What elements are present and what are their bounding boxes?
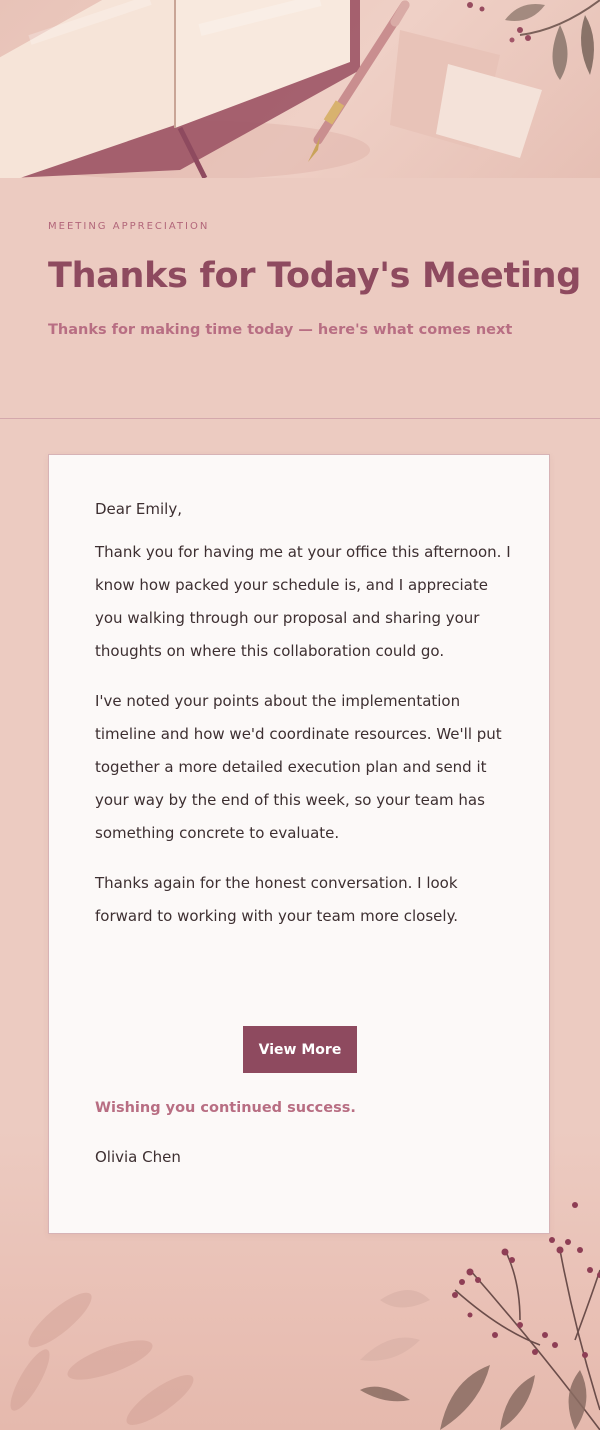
header-divider [0,418,600,419]
letter-paragraph-1: Thank you for having me at your office this afternoon. I know how packed your schedule is, and I appreciate you walking through our proposal and sharing your thoughts on where this collaboration could go. [95,543,511,660]
letter-body [95,493,515,950]
signature-name: Olivia Chen [95,1148,181,1166]
letter-greeting: Dear Emily, [95,500,182,518]
letter-paragraph-2: I've noted your points about the implementation timeline and how we'd coordinate resources. We'll put together a more detailed execution plan and send it your way by the end of this week, so your team has something concrete to evaluate. [95,692,502,842]
eyebrow-label: MEETING APPRECIATION [48,221,210,232]
notebook-flatlay-illustration [0,0,600,178]
letter-paragraph-3: Thanks again for the honest conversation. I look forward to working with your team more closely. [95,874,459,925]
view-more-button[interactable]: View More [243,1026,357,1073]
hero-image [0,0,600,178]
page-subtitle: Thanks for making time today — here's what comes next [48,322,513,338]
closing-line: Wishing you continued success. [95,1100,356,1116]
letter-card [48,454,550,1234]
page-title: Thanks for Today's Meeting [48,256,581,296]
